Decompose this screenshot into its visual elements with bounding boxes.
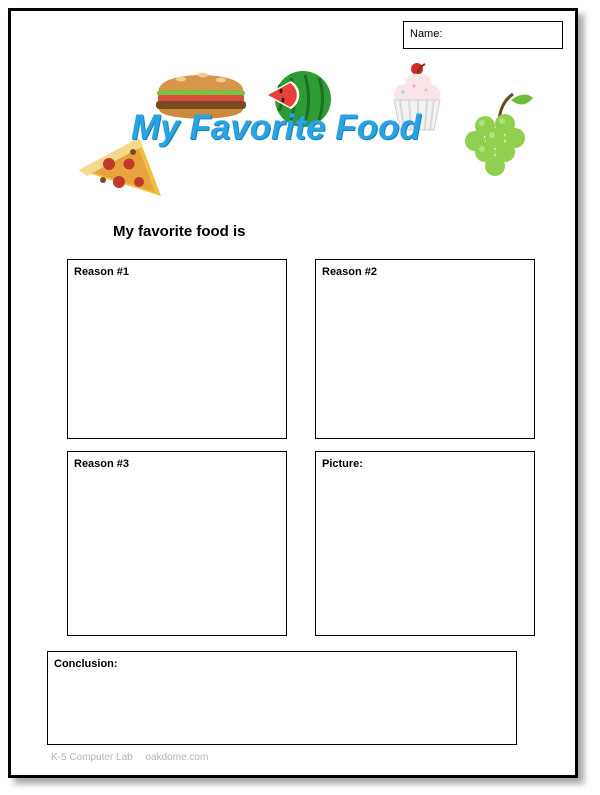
name-field[interactable] (403, 21, 563, 49)
reason-3-label: Reason #3 (74, 458, 130, 470)
conclusion-label: Conclusion: (54, 658, 118, 670)
worksheet-sheet (8, 8, 578, 778)
reason-1-box[interactable] (67, 259, 287, 439)
footer-site: oakdome.com (145, 752, 209, 763)
picture-box[interactable] (315, 451, 535, 636)
footer (51, 752, 208, 763)
page-title: My Favorite Food (131, 108, 421, 147)
reason-1-label: Reason #1 (74, 266, 130, 278)
picture-label: Picture: (322, 458, 363, 470)
conclusion-box[interactable] (47, 651, 517, 745)
reason-2-label: Reason #2 (322, 266, 378, 278)
reason-3-box[interactable] (67, 451, 287, 636)
footer-credit: K-5 Computer Lab (51, 752, 133, 763)
grapes-icon (459, 86, 535, 186)
reason-2-box[interactable] (315, 259, 535, 439)
title-artwork (11, 56, 575, 196)
name-label: Name: (410, 28, 443, 40)
prompt-text: My favorite food is (113, 223, 246, 240)
